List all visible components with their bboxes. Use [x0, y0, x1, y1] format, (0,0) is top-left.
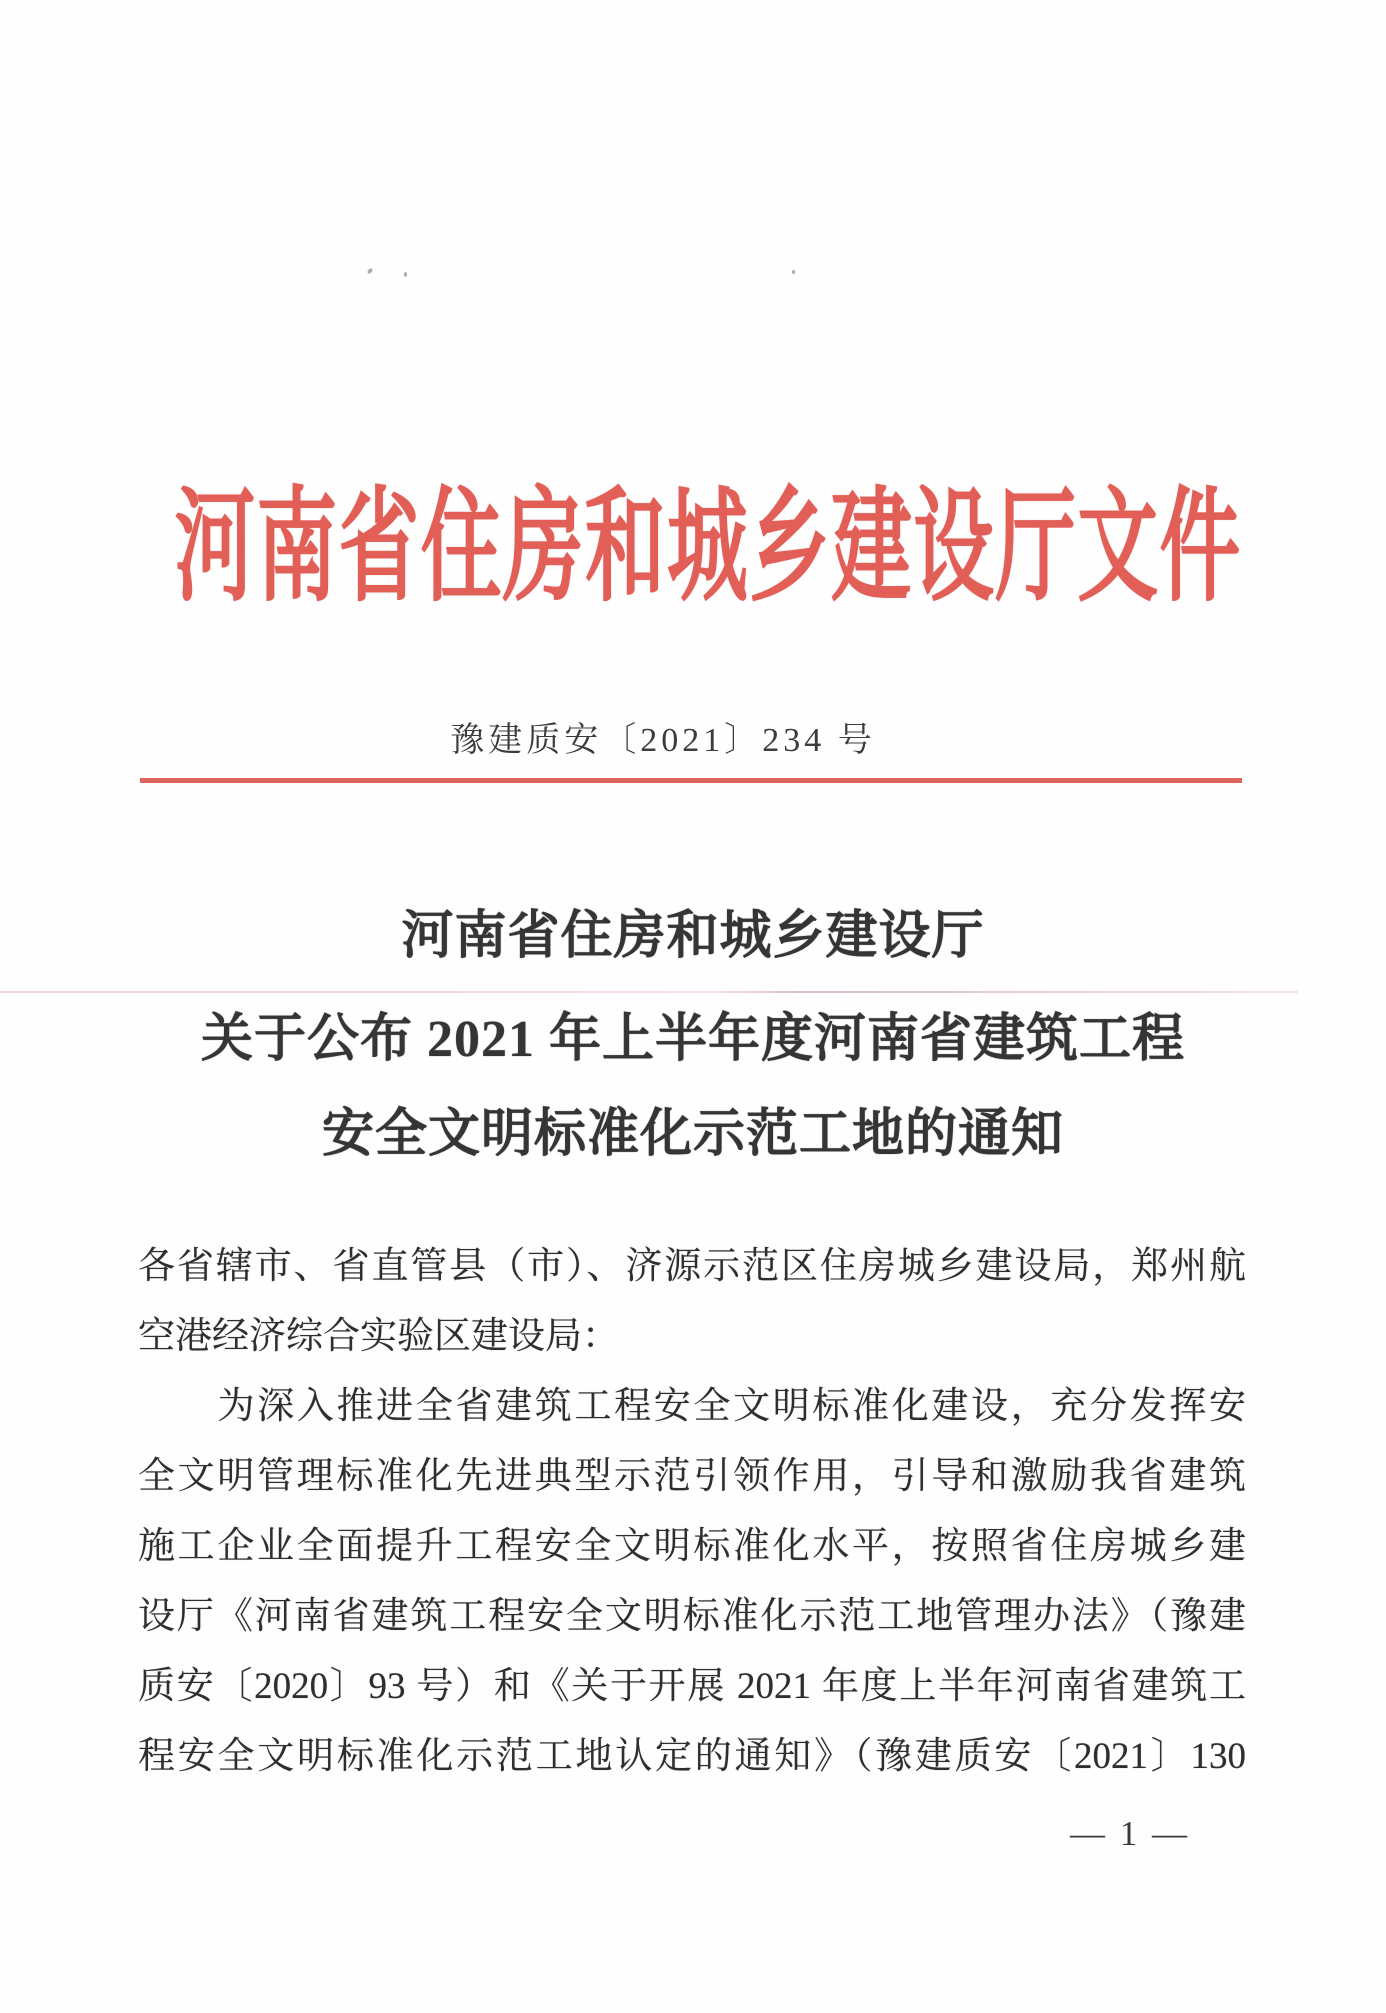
- body-line-paragraph-5: 质安〔2020〕93 号）和《关于开展 2021 年度上半年河南省建筑工: [138, 1666, 1246, 1707]
- body-line-recipients-1: 各省辖市、省直管县（市）、济源示范区住房城乡建设局，郑州航: [138, 1246, 1246, 1287]
- notice-title-line-3: 安全文明标准化示范工地的通知: [321, 1106, 1064, 1163]
- red-divider-rule: [140, 778, 1242, 783]
- masthead-banner: [0, 448, 1386, 617]
- scan-artifact-line: [0, 991, 1298, 993]
- body-line-paragraph-3: 施工企业全面提升工程安全文明标准化水平，按照省住房城乡建: [138, 1526, 1246, 1567]
- masthead-title: 河南省住房和城乡建设厅文件: [174, 479, 1242, 617]
- body-line-paragraph-6: 程安全文明标准化示范工地认定的通知》（豫建质安〔2021〕130: [138, 1736, 1246, 1777]
- body-text-block: [138, 1232, 1246, 1792]
- body-line-paragraph-1: 为深入推进全省建筑工程安全文明标准化建设，充分发挥安: [217, 1386, 1246, 1427]
- notice-title-line-2: 关于公布 2021 年上半年度河南省建筑工程: [200, 1011, 1185, 1068]
- notice-title-line-1: 河南省住房和城乡建设厅: [401, 908, 985, 965]
- page-number: — 1 —: [1070, 1814, 1190, 1853]
- document-number: 豫建质安〔2021〕234 号: [450, 722, 876, 759]
- scan-artifact: [404, 272, 407, 277]
- body-line-paragraph-2: 全文明管理标准化先进典型示范引领作用，引导和激励我省建筑: [138, 1456, 1246, 1497]
- body-line-recipients-2: 空港经济综合实验区建设局：: [138, 1316, 619, 1357]
- scan-artifact: [792, 270, 795, 274]
- body-line-paragraph-4: 设厅《河南省建筑工程安全文明标准化示范工地管理办法》（豫建: [138, 1596, 1246, 1637]
- scan-artifact: [367, 267, 374, 274]
